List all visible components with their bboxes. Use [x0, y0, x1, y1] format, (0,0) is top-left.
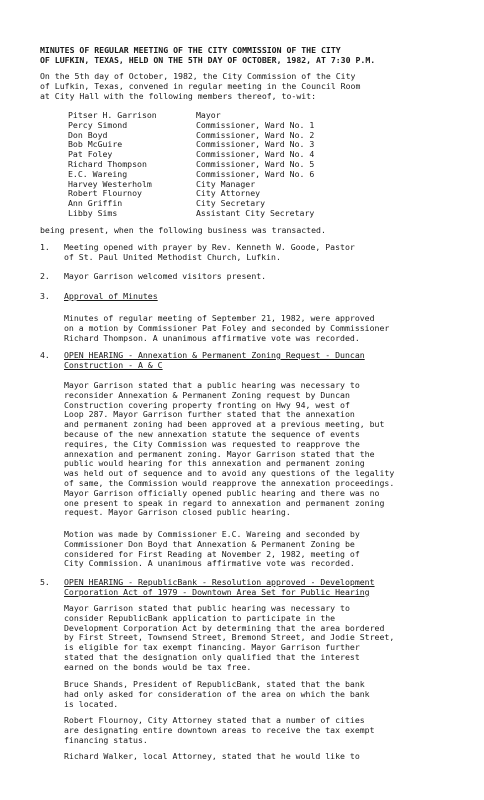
- item-number: 4.: [40, 350, 50, 360]
- member-title: Mayor: [196, 110, 221, 120]
- member-title: City Secretary: [196, 198, 266, 209]
- member-title: Commissioner, Ward No. 3: [196, 139, 315, 150]
- member-title: City Attorney: [196, 188, 261, 199]
- member-name: E.C. Wareing: [68, 168, 128, 179]
- intro-paragraph: On the 5th day of October, 1982, the City Commission of the City of Lufkin, Texas, convened in regular meeting in the Council Room at City Hall with the following members thereof, to-wit:: [40, 71, 361, 101]
- item-heading: OPEN HEARING - Annexation & Permanent Zoning Request - Duncan Construction - A & C: [64, 350, 365, 370]
- member-name: Pitser H. Garrison: [68, 110, 157, 120]
- member-name: Robert Flournoy: [68, 188, 142, 199]
- item-number: 1.: [40, 242, 50, 252]
- minutes-approval-paragraph: Minutes of regular meeting of September 21, 1982, were approved on a motion by Commissioner Pat Foley and seconded by Commissioner Richard Thompson. A unanimous affirmative vote was recorded.: [64, 313, 390, 343]
- flournoy-paragraph: Robert Flournoy, City Attorney stated that a number of cities are designating entire downtown areas to receive the tax exempt financing status.: [64, 715, 375, 745]
- member-name: Harvey Westerholm: [68, 178, 152, 189]
- document-title: MINUTES OF REGULAR MEETING OF THE CITY COMMISSION OF THE CITY OF LUFKIN, TEXAS, HELD ON THE 5TH DAY OF OCTOBER, 1982, AT 7:30 P.M.: [40, 45, 376, 65]
- annexation-motion-paragraph: Motion was made by Commissioner E.C. Wareing and seconded by Commissioner Don Boyd that Annexation & Permanent Zoning be considered for First Reading at November 2, 1982, meeting of City Commission. A unanimous affirmative vote was recorded.: [64, 529, 360, 569]
- transition-sentence: being present, when the following business was transacted.: [40, 225, 326, 235]
- member-title: Assistant City Secretary: [196, 207, 315, 218]
- annexation-paragraph: Mayor Garrison stated that a public hearing was necessary to reconsider Annexation & Permanent Zoning request by Duncan Construction covering property fronting on Hwy 94, west of Loop 287. Mayor Garrison further stated that the annexation and permanent zoning had been approved at a previous meeting, but because of the new annexation statute the sequence of events requires, the City Commission was requested to reapprove the annexation and permanent zoning. Mayor Garrison stated that the public would hearing for this annexation and permanent zoning was held out of sequence and to avoid any questions of the legality of same, the Commission would reapprove the annexation proceedings. Mayor Garrison officially opened public hearing and there was no one present to speak in regard to annexation and permanent zoning request. Mayor Garrison closed public hearing.: [64, 380, 395, 518]
- member-title: Commissioner, Ward No. 2: [196, 129, 315, 140]
- item-number: 3.: [40, 291, 50, 301]
- item-heading: Approval of Minutes: [64, 291, 158, 301]
- member-name: Percy Simond: [68, 119, 128, 130]
- member-title: Commissioner, Ward No. 6: [196, 168, 315, 179]
- shands-paragraph: Bruce Shands, President of RepublicBank, stated that the bank had only asked for consideration of the area on which the bank is located.: [64, 679, 370, 709]
- item-heading: OPEN HEARING - RepublicBank - Resolution approved - Development Corporation Act of 1979 - Downtown Area Set for Public Hearing: [64, 577, 375, 597]
- republicbank-paragraph: Mayor Garrison stated that public hearing was necessary to consider RepublicBank application to participate in the Development Corporation Act by determining that the area bordered by First Street, Townsend Street, Bremond Street, and Jodie Street, is eligible for tax exempt financing. Mayor Garrison further stated that the designation only qualified that the interest earned on the bonds would be tax free.: [64, 603, 395, 672]
- item-number: 2.: [40, 271, 50, 281]
- member-name: Richard Thompson: [68, 158, 147, 169]
- item-text: Meeting opened with prayer by Rev. Kenneth W. Goode, Pastor of St. Paul United Methodist Church, Lufkin.: [64, 242, 355, 262]
- item-number: 5.: [40, 577, 50, 587]
- walker-paragraph: Richard Walker, local Attorney, stated that he would like to: [64, 751, 360, 761]
- member-name: Ann Griffin: [68, 198, 123, 209]
- item-text: Mayor Garrison welcomed visitors present.: [64, 271, 267, 281]
- member-name: Bob McGuire: [68, 139, 123, 150]
- roster-row: [68, 209, 314, 219]
- member-name: Libby Sims: [68, 207, 118, 218]
- attendance-roster: [68, 111, 314, 219]
- member-title: City Manager: [196, 178, 256, 189]
- member-title: Commissioner, Ward No. 5: [196, 158, 315, 169]
- member-title: Commissioner, Ward No. 1: [196, 119, 315, 130]
- member-title: Commissioner, Ward No. 4: [196, 149, 315, 160]
- member-name: Pat Foley: [68, 149, 113, 160]
- member-name: Don Boyd: [68, 129, 108, 140]
